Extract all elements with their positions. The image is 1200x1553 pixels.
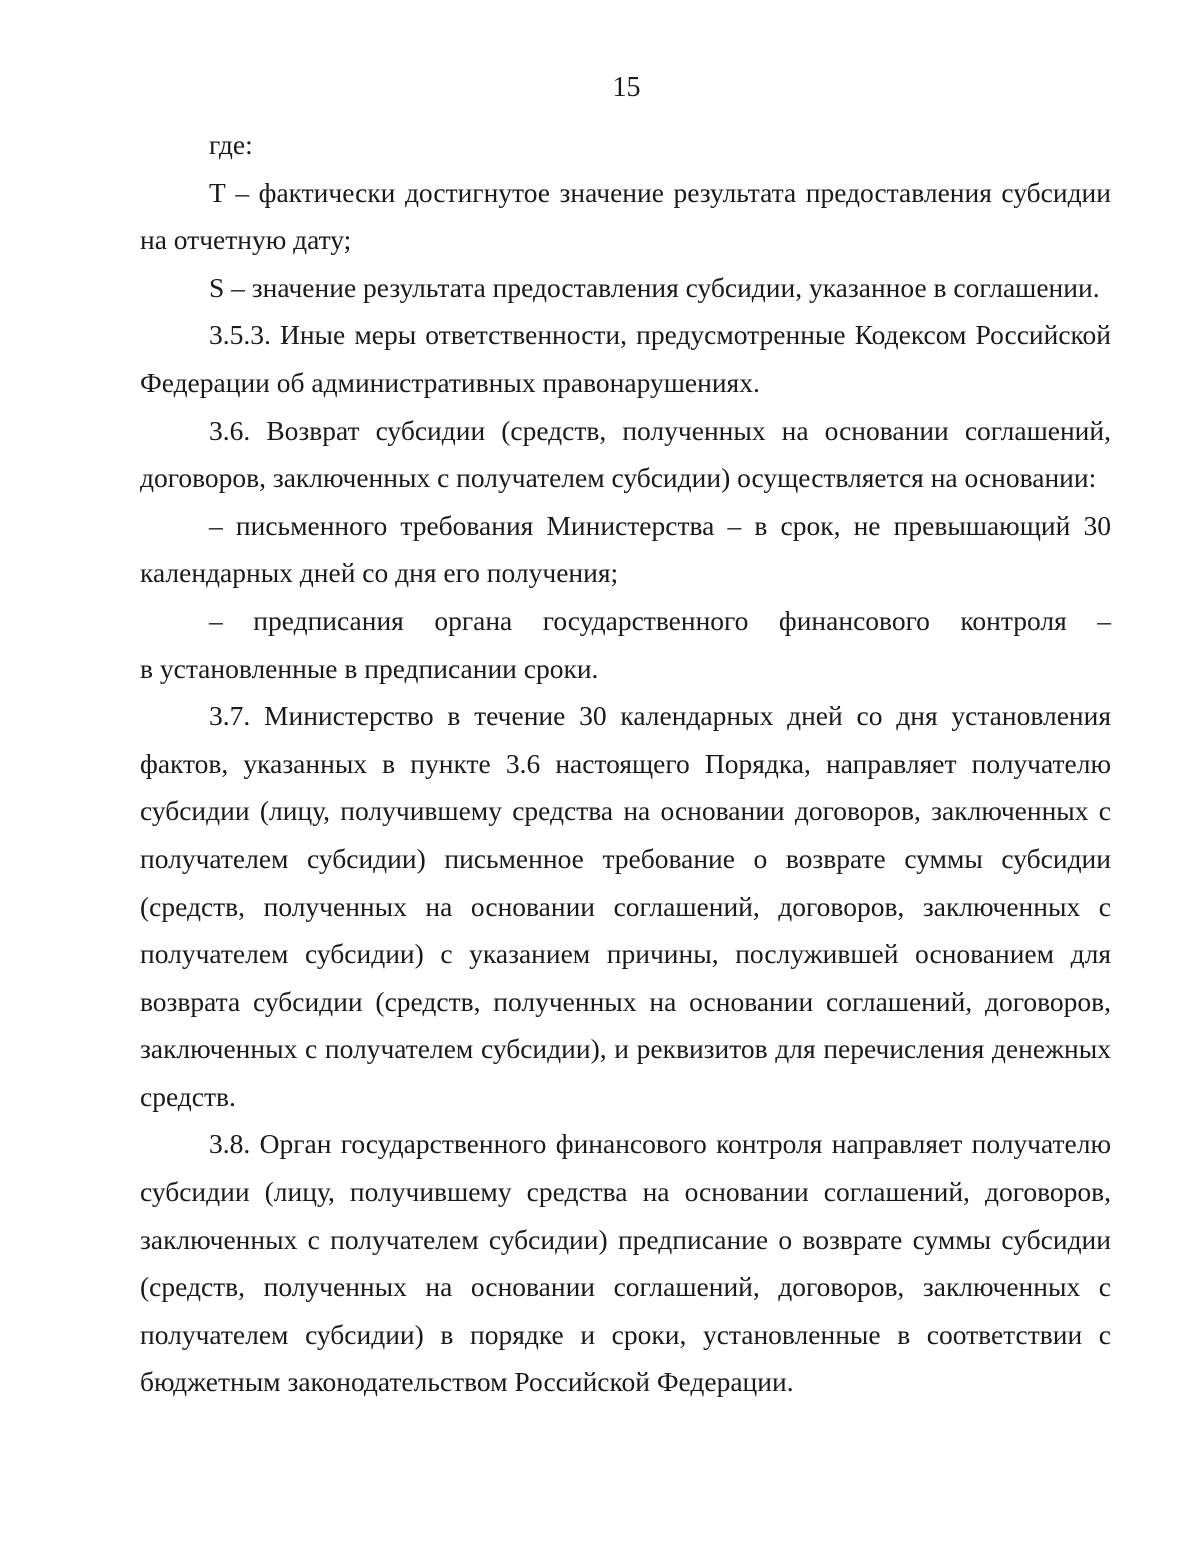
paragraph-t-definition: Т – фактически достигнутое значение результата предоставления субсидии на отчетную дату; [140,176,1111,256]
paragraph-3-8: 3.8. Орган государственного финансового контроля направляет получателю субсидии (лицу, получившему средства на основании соглашений, договоров, заключенных с получателем субсидии) предписание о возврате суммы субсидии (средств, полученных на основании соглашений, договоров, заключенных с получателем субсидии) в порядке и сроки, установленные в соответствии с бюджетным законодательством Российской Федерации. [140,1128,1111,1398]
paragraph-where: где: [209,129,253,160]
paragraph-3-6-item-prescription-line2: в установленные в предписании сроки. [140,652,599,684]
paragraph-3-6: 3.6. Возврат субсидии (средств, полученных на основании соглашений, договоров, заключенных с получателем субсидии) осуществляется на основании: [140,414,1111,494]
paragraph-s-definition: S – значение результата предоставления субсидии, указанное в соглашении. [209,271,1100,303]
paragraph-3-5-3: 3.5.3. Иные меры ответственности, предусмотренные Кодексом Российской Федерации об административных правонарушениях. [140,319,1111,398]
paragraph-3-7: 3.7. Министерство в течение 30 календарных дней со дня установления фактов, указанных в пункте 3.6 настоящего Порядка, направляет получателю субсидии (лицу, получившему средства на основании договоров, заключенных с получателем субсидии) письменное требование о возврате суммы субсидии (средств, полученных на основании соглашений, договоров, заключенных с получателем субсидии) с указанием причины, послужившей основанием для возврата субсидии (средств, полученных на основании соглашений, договоров, заключенных с получателем субсидии), и реквизитов для перечисления денежных средств. [140,700,1111,1112]
document-body [140,121,1111,1406]
paragraph-3-6-item-written-demand: – письменного требования Министерства – в срок, не превышающий 30 календарных дней со дня его получения; [140,509,1111,589]
page-number: 15 [612,72,641,103]
paragraph-3-6-item-prescription-line1: – предписания органа государственного финансового контроля – [209,604,1111,636]
